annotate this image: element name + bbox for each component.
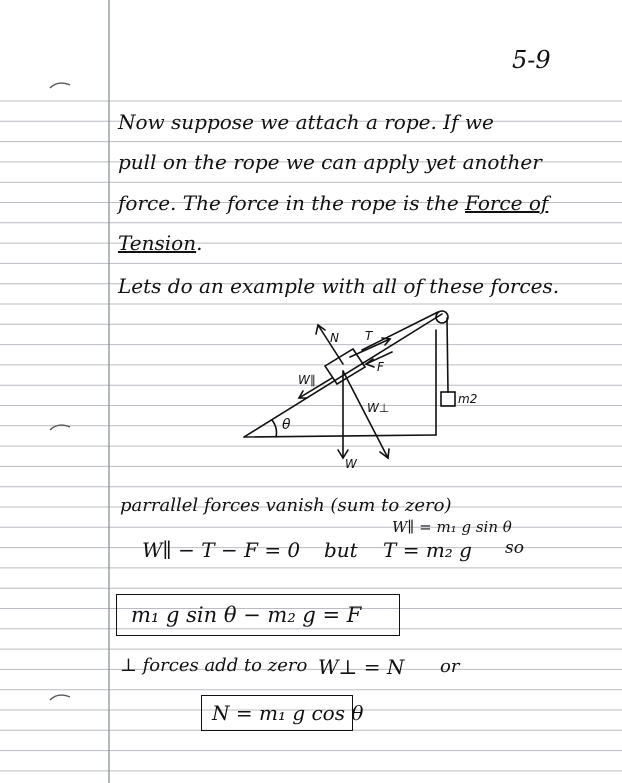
normal-equation: N = m₁ g cos θ bbox=[212, 701, 364, 725]
label-W: W bbox=[345, 457, 357, 471]
perp-forces-intro: ⊥ forces add to zero bbox=[120, 655, 308, 676]
perp-equation: W⊥ = N bbox=[318, 655, 405, 679]
paragraph-line-3-text: force. The force in the rope is the bbox=[118, 191, 466, 215]
w-parallel-definition: W∥ = m₁ g sin θ bbox=[392, 518, 512, 536]
result-equation: m₁ g sin θ − m₂ g = F bbox=[131, 603, 362, 627]
paragraph-line-2: pull on the rope we can apply yet another bbox=[118, 150, 542, 174]
force-of-tension-term: Force of bbox=[465, 191, 549, 215]
tension-definition: T = m₂ g bbox=[383, 538, 472, 562]
punch-hole-bottom bbox=[50, 695, 70, 700]
label-W-parallel: W∥ bbox=[298, 373, 316, 387]
paragraph-line-4-tail: . bbox=[196, 231, 203, 255]
equation-sum-parallel: W∥ − T − F = 0 bbox=[142, 538, 301, 562]
word-but: but bbox=[324, 538, 358, 562]
parallel-forces-intro: parrallel forces vanish (sum to zero) bbox=[120, 495, 452, 516]
example-intro: Lets do an example with all of these forces. bbox=[118, 274, 560, 298]
label-T: T bbox=[365, 329, 373, 343]
label-W-perp: W⊥ bbox=[367, 401, 390, 415]
tension-term: Tension bbox=[118, 231, 197, 255]
label-theta: θ bbox=[282, 417, 291, 433]
paragraph-line-3 bbox=[118, 193, 548, 213]
word-or: or bbox=[440, 656, 460, 677]
word-so: so bbox=[505, 538, 524, 558]
label-m2: m2 bbox=[458, 392, 478, 406]
punch-hole-top bbox=[50, 83, 70, 88]
page-number: 5-9 bbox=[512, 46, 551, 74]
paragraph-line-1: Now suppose we attach a rope. If we bbox=[118, 110, 494, 134]
paragraph-line-4 bbox=[118, 233, 202, 253]
label-F: F bbox=[377, 360, 384, 374]
normal-box bbox=[201, 695, 364, 731]
result-box bbox=[116, 594, 400, 636]
label-N: N bbox=[330, 331, 339, 345]
